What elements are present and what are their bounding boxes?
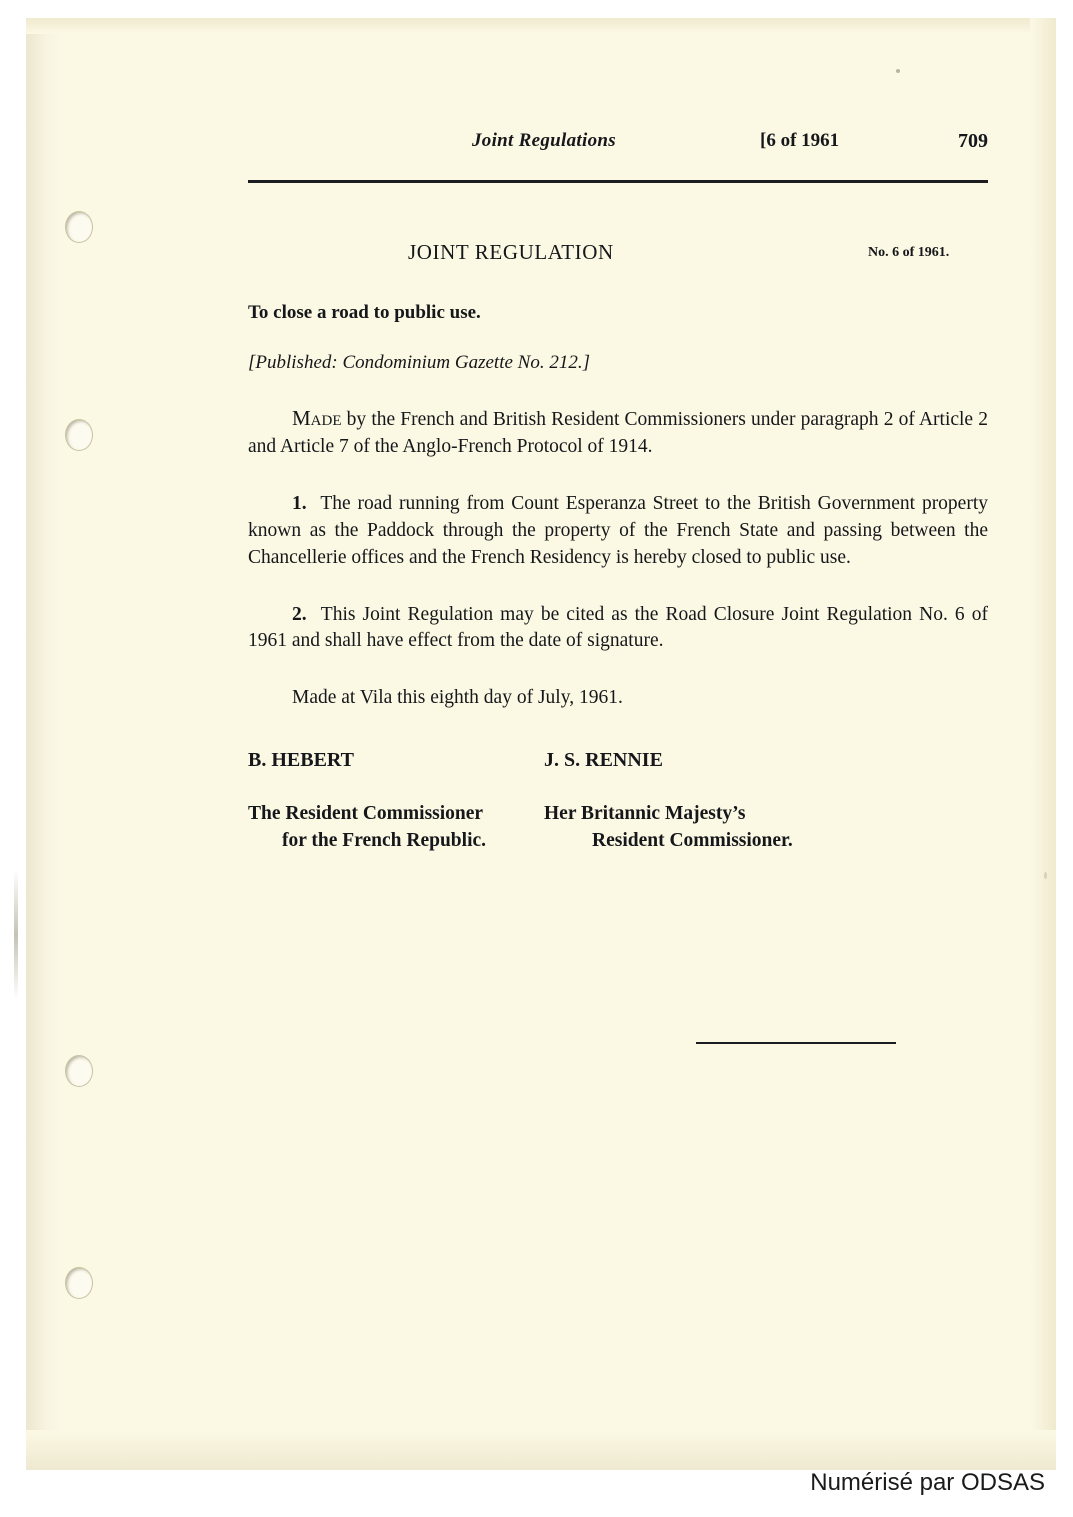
preamble-paragraph: [248, 404, 988, 461]
title-row: [248, 240, 988, 286]
running-head-citation: [6 of 1961: [760, 130, 840, 151]
header-rule: [248, 180, 988, 183]
regulation-number-note: No. 6 of 1961.: [868, 245, 950, 260]
page-edge-bottom: [26, 1430, 1056, 1470]
signatory-name-british: J. S. RENNIE: [544, 749, 663, 772]
clause-paragraph: [248, 602, 988, 656]
signature-names-row: [248, 749, 988, 779]
signatory-title-line: The Resident Commissioner: [248, 803, 484, 825]
clause-text: This Joint Regulation may be cited as the Road Closure Joint Regulation No. 6 of 1961 and shall have effect from the date of signature.: [248, 603, 988, 652]
signatory-title-line: Her Britannic Majesty’s: [544, 803, 746, 825]
punch-hole: [66, 212, 92, 242]
scan-credit: Numérisé par ODSAS: [810, 1469, 1045, 1496]
clause-paragraph: [248, 491, 988, 572]
page-edge-top: [26, 18, 1056, 34]
signatory-title-line: Resident Commissioner.: [592, 829, 793, 851]
preamble-text: by the French and British Resident Commissioners under paragraph 2 of Article 2 and Article 7 of the Anglo-French Protocol of 1914.: [248, 409, 988, 457]
running-head-title: Joint Regulations: [472, 130, 616, 151]
punch-hole: [66, 1056, 92, 1086]
page-edge-right: [1030, 18, 1056, 1470]
signature-titles-row: [248, 801, 988, 861]
punch-hole: [66, 1268, 92, 1298]
signatory-title-line: for the French Republic.: [282, 829, 487, 851]
page-edge-left: [26, 18, 60, 1470]
punch-hole: [66, 420, 92, 450]
signatory-title-british: [544, 801, 844, 854]
execution-line: Made at Vila this eighth day of July, 1961.: [292, 687, 623, 709]
clause-number: 1.: [292, 492, 307, 514]
document-subject: To close a road to public use.: [248, 302, 481, 323]
end-of-document-rule: [696, 1042, 896, 1044]
preamble-lead: Made: [292, 406, 342, 430]
scan-streak: [14, 870, 18, 1000]
running-head: [248, 130, 988, 164]
page-number: 709: [958, 130, 988, 152]
document-body: [248, 130, 988, 861]
scan-speck: [896, 69, 900, 73]
scan-speck: [1044, 872, 1047, 879]
publication-note: [Published: Condominium Gazette No. 212.]: [248, 352, 590, 373]
signatory-title-french: [248, 801, 528, 854]
page-title: JOINT REGULATION: [408, 240, 614, 264]
clause-text: The road running from Count Esperanza Street to the British Government property known as the Paddock through the property of the French State and passing between the Chancellerie offices and the French Residency is hereby closed to public use.: [248, 492, 988, 568]
signatory-name-french: B. HEBERT: [248, 749, 354, 772]
clause-number: 2.: [292, 603, 307, 625]
